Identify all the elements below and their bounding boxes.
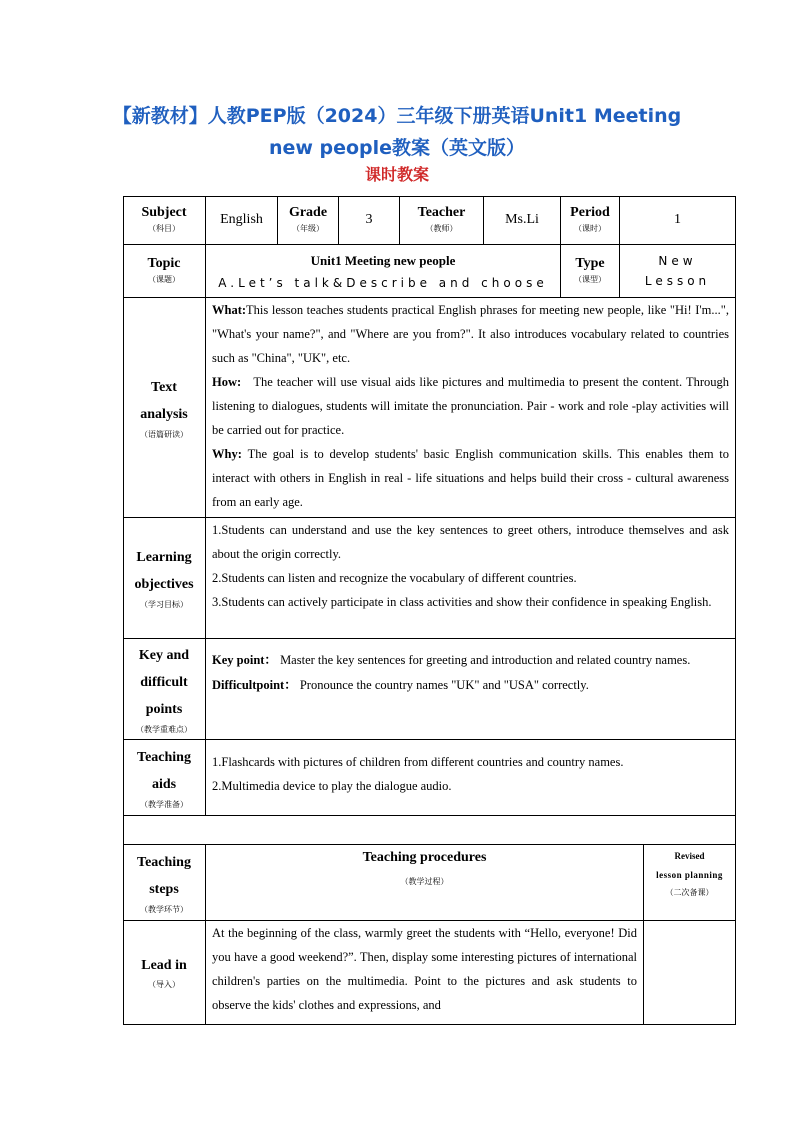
text-analysis-content-cell [206,298,736,518]
difficult-point-text: Pronounce the country names "UK" and "USA" correctly. [299,678,589,692]
text-analysis-label-cell [123,298,206,518]
steps-header-2: steps [149,881,179,897]
topic-line-2: A.Let’s talk&Describe and choose [218,276,548,290]
period-cn: （课时） [574,224,606,233]
aids-label-cell [123,740,206,816]
topic-label-cell [123,245,206,298]
revised-header-2: lesson planning [656,870,723,880]
lead-in-label: Lead in [141,957,187,973]
period-label: Period [570,205,610,220]
subject-value-cell [206,196,278,245]
lead-in-label-cell [123,921,206,1025]
aids-item-1: 1.Flashcards with pictures of children from different countries and country names. [212,755,624,769]
why-paragraph [212,442,729,514]
how-text: The teacher will use visual aids like pictures and multimedia to present the content. Through listening to dialogues, students will imitate the pronunciation. Pair - work and role -play activities will be carried out for practice. [212,375,730,437]
procedures-header-cell [206,845,644,921]
objectives-label-1: Learning [136,550,192,565]
what-label: What: [212,303,247,317]
teacher-cn: （教师） [425,224,458,233]
grade-label-cell [278,196,339,245]
why-label: Why: [212,447,242,461]
what-text: This lesson teaches students practical English phrases for meeting new people, like "Hi! I'm...", "What's your name?", and "Where are you from?". It also introduces vocabulary related to countries such as "China", "UK", etc. [212,303,729,365]
lead-in-text: At the beginning of the class, warmly greet the students with “Hello, everyone! Did you have a good weekend?”. Then, display some interesting pictures of international children's parties on the multimedia. Point to the pictures and ask students to observe the kids' clothes and expressions, and [212,926,637,1012]
subject-label-cell [123,196,206,245]
procedures-header-cn: （教学过程） [400,877,449,886]
lead-in-cn: （导入） [148,979,180,989]
revised-header-cn: （二次备课） [665,888,714,897]
topic-value-cell [206,245,561,298]
objectives-cn: （学习目标） [140,600,188,609]
difficult-point-label: Difficultpoint： [212,678,297,692]
steps-header-cn: （教学环节） [140,904,188,914]
topic-line-1: Unit1 Meeting new people [310,253,456,268]
aids-cn: （教学准备） [140,799,188,809]
subject-value: English [220,212,263,227]
teacher-value-cell [484,196,561,245]
type-label: Type [575,256,605,271]
objectives-content-cell [206,518,736,639]
key-points-label-2: difficult [140,674,188,690]
key-points-label-cell [123,639,206,740]
grade-value-cell [339,196,400,245]
period-label-cell [561,196,620,245]
lead-in-content-cell [206,921,644,1025]
aids-label-1: Teaching [137,749,191,765]
revised-header-cell [644,845,736,921]
objectives-label-cell [123,518,206,639]
revised-header-1: Revised [674,851,705,861]
teacher-label: Teacher [417,205,466,220]
objective-item-2: 2.Students can listen and recognize the vocabulary of different countries. [212,571,577,585]
procedures-header: Teaching procedures [362,850,487,865]
text-analysis-label-1: Text [151,379,177,395]
lead-in-revised-cell [644,921,736,1025]
key-point-text: Master the key sentences for greeting and introduction and related country names. [280,653,691,667]
type-value-2: Lesson [644,274,711,288]
teacher-label-cell [400,196,484,245]
aids-content-cell [206,740,736,816]
teacher-value: Ms.Li [505,212,539,227]
how-label: How: [212,375,242,389]
text-analysis-cn: （语篇研读） [140,429,188,439]
key-point-label: Key point： [212,653,277,667]
key-point-paragraph [212,648,729,673]
text-analysis-label-2: analysis [140,406,188,422]
grade-value: 3 [365,212,373,227]
subject-label: Subject [141,205,187,220]
topic-label: Topic [147,256,181,271]
period-value-cell [620,196,736,245]
type-label-cell [561,245,620,298]
type-value-1: New [658,254,697,268]
objective-item-1: 1.Students can understand and use the key sentences to greet others, introduce themselves and ask about the origin correctly. [212,523,729,561]
why-text: The goal is to develop students' basic English communication skills. This enables them to interact with others in English in real - life situations and helps build their cross - cultural awareness from an early age. [212,447,730,509]
document-subtitle: 课时教案 [364,165,429,184]
document-title: 【新教材】人教PEP版（2024）三年级下册英语Unit1 Meeting new people教案（英文版） [112,105,682,159]
key-points-content-cell [206,639,736,740]
type-cn: （课型） [574,275,606,284]
spacer-row [123,816,736,845]
subject-cn: （科目） [148,224,180,233]
steps-header-cell [123,845,206,921]
difficult-point-paragraph [212,673,729,698]
type-value-cell [620,245,736,298]
key-points-label-1: Key and [138,647,190,663]
period-value: 1 [674,212,681,227]
grade-cn: （年级） [292,224,324,233]
key-points-label-3: points [145,701,183,717]
how-paragraph [212,370,729,442]
what-paragraph [212,298,729,370]
key-points-cn: （教学重难点） [136,724,192,734]
steps-header-1: Teaching [137,854,191,870]
grade-label: Grade [288,205,328,220]
objectives-label-2: objectives [134,577,194,592]
aids-item-2: 2.Multimedia device to play the dialogue audio. [212,779,452,793]
aids-label-2: aids [151,776,177,792]
topic-cn: （课题） [148,275,180,284]
objective-item-3: 3.Students can actively participate in class activities and show their confidence in speaking English. [212,595,712,609]
